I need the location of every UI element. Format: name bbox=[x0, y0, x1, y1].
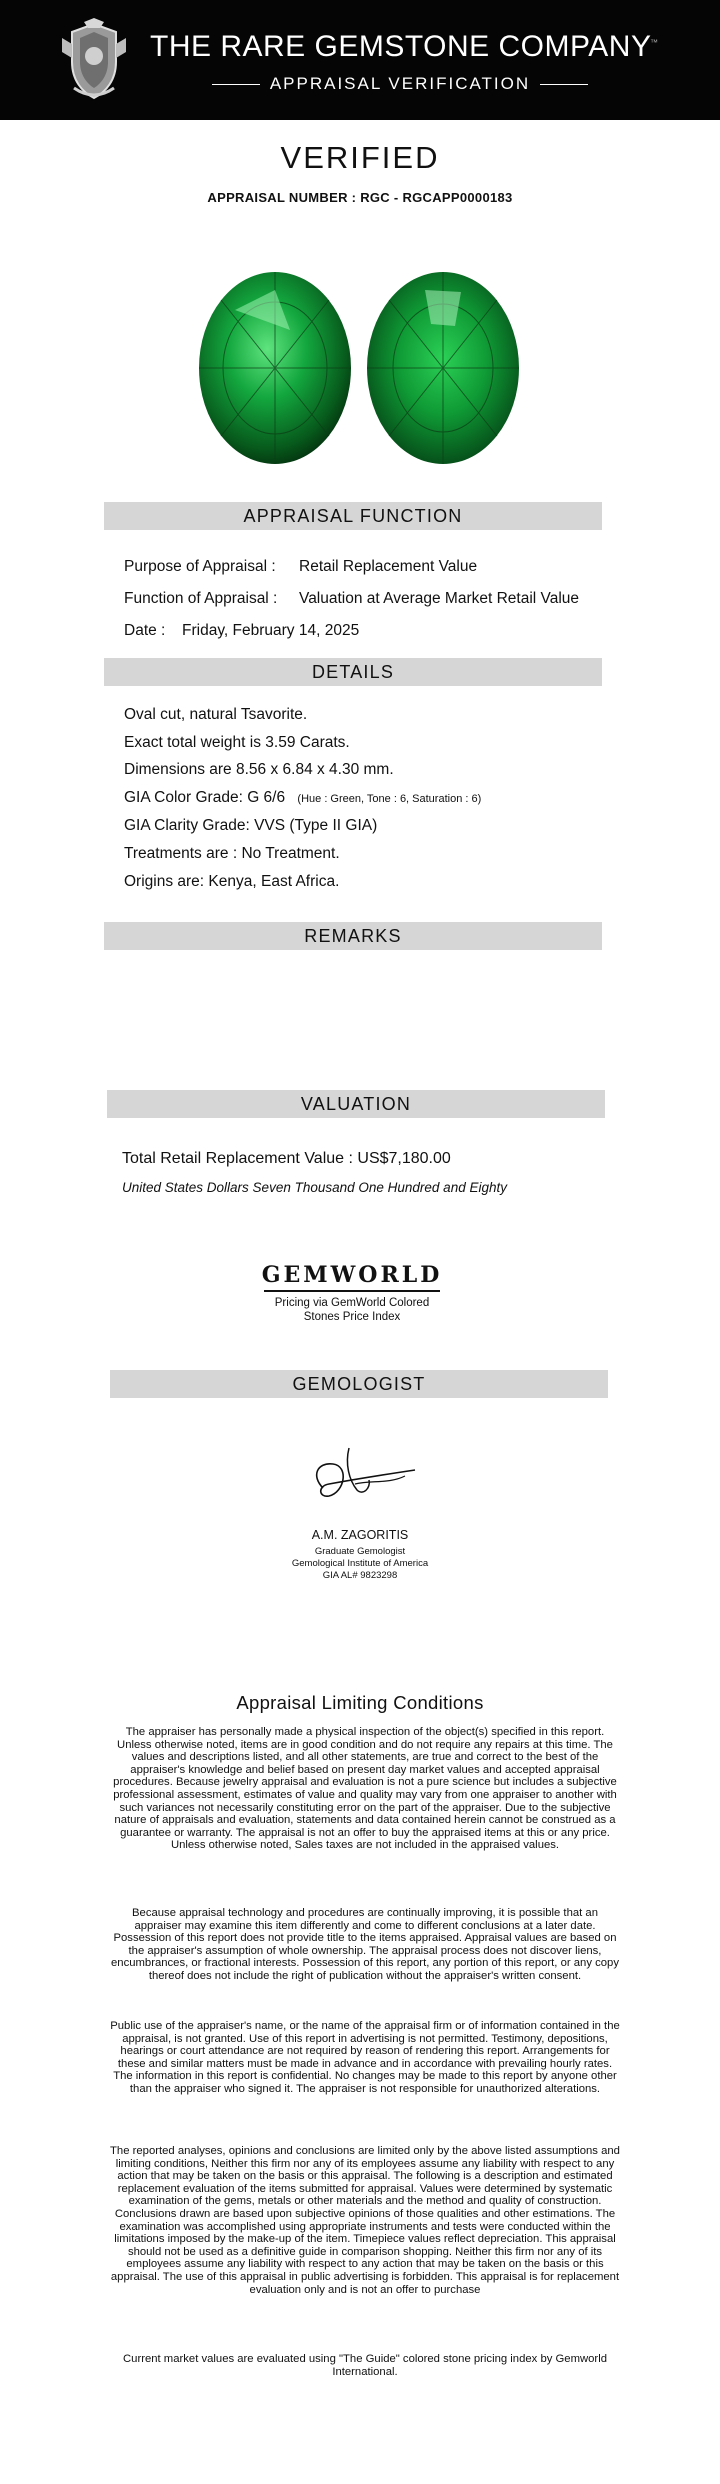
function-value: Valuation at Average Market Retail Value bbox=[299, 590, 580, 607]
header-banner bbox=[0, 0, 720, 120]
gemworld-logo-block bbox=[258, 1262, 446, 1324]
function-row bbox=[124, 590, 579, 608]
section-bar-gemologist: GEMOLOGIST bbox=[110, 1370, 608, 1398]
date-row bbox=[124, 622, 359, 640]
gemworld-rule bbox=[264, 1290, 440, 1292]
trademark-symbol: ™ bbox=[650, 38, 658, 47]
company-crest-logo bbox=[54, 18, 134, 102]
gemologist-credential-1: Graduate Gemologist bbox=[314, 1546, 406, 1557]
detail-origins: Origins are: Kenya, East Africa. bbox=[124, 873, 340, 890]
limiting-conditions-paragraph-5: Current market values are evaluated using "The Guide" colored stone pricing index by Gemworld International. bbox=[123, 2353, 607, 2378]
subtitle-right-rule bbox=[540, 84, 588, 85]
detail-color-grade: GIA Color Grade: G 6/6 bbox=[124, 789, 286, 806]
detail-treatments: Treatments are : No Treatment. bbox=[124, 845, 340, 862]
gemstone-photo bbox=[125, 270, 555, 470]
gemologist-credential-2: Gemological Institute of America bbox=[291, 1558, 429, 1569]
limiting-conditions-paragraph-4: The reported analyses, opinions and conclusions are limited only by the above listed assumptions and limiting conditions, Neither this firm nor any of its employees assume any liability with respect to any action that may be taken on the basis or this appraisal. The following is a description and estimated replacement evaluation of the items submitted for appraisal. Values were determined by systematic examination of the gems, metals or other materials and the method and quality of construction. Conclusions drawn are based upon subjective opinions of those qualities and other estimations. The examination was accomplished using appropriate instruments and tests were conducted within the limitations imposed by the make-up of the item. Timepiece values reflect depreciation. This appraisal should not be used as a definitive guide in comparison shopping. Neither this firm nor any of its employees assume any liability with respect to any action that may be taken on the basis or this appraisal. The use of this appraisal in public advertising is forbidden. This appraisal is for replacement evaluation only and is not an offer to purchase bbox=[110, 2145, 620, 2296]
gemologist-name: A.M. ZAGORITIS bbox=[311, 1528, 409, 1542]
gemologist-credential-3: GIA AL# 9823298 bbox=[322, 1570, 398, 1581]
limiting-conditions-paragraph-1: The appraiser has personally made a physical inspection of the object(s) specified in this report. Unless otherwise noted, items are in good condition and do not require any repairs at this time. The values and descriptions listed, and all other statements, are true and correct to the best of the appraiser's knowledge and belief based on present day market values and accepted appraisal procedures. Because jewelry appraisal and evaluation is not a pure science but includes a subjective professional assessment, estimates of value and quality may vary from one appraiser to another with such variances not necessarily constituting error on the part of the appraiser. Due to the subjective nature of appraisals and evaluation, statements and data contained herein cannot be construed as a guarantee or warranty. The appraisal is not an offer to buy the appraised items at this or any price. Unless otherwise noted, Sales taxes are not included in the appraised values. bbox=[113, 1726, 617, 1852]
limiting-conditions-title: Appraisal Limiting Conditions bbox=[236, 1692, 484, 1713]
appraisal-number: APPRAISAL NUMBER : RGC - RGCAPP0000183 bbox=[207, 190, 513, 205]
detail-clarity: GIA Clarity Grade: VVS (Type II GIA) bbox=[124, 817, 378, 834]
section-bar-valuation: VALUATION bbox=[107, 1090, 605, 1118]
valuation-in-words: United States Dollars Seven Thousand One Hundred and Eighty bbox=[122, 1180, 507, 1195]
detail-dimensions: Dimensions are 8.56 x 6.84 x 4.30 mm. bbox=[124, 761, 394, 778]
section-bar-appraisal-function: APPRAISAL FUNCTION bbox=[104, 502, 602, 530]
detail-color-row bbox=[124, 789, 481, 807]
purpose-row bbox=[124, 558, 477, 576]
detail-color-note: (Hue : Green, Tone : 6, Saturation : 6) bbox=[297, 793, 482, 805]
detail-cut: Oval cut, natural Tsavorite. bbox=[124, 706, 308, 723]
detail-weight: Exact total weight is 3.59 Carats. bbox=[124, 734, 350, 751]
section-bar-remarks: REMARKS bbox=[104, 922, 602, 950]
verified-heading: VERIFIED bbox=[280, 140, 440, 175]
gemworld-caption-2: Stones Price Index bbox=[303, 1311, 401, 1323]
gemologist-signature bbox=[305, 1440, 425, 1516]
gemworld-logo-text: GEMWORLD bbox=[261, 1262, 443, 1288]
appraisal-verification-subtitle bbox=[150, 74, 650, 94]
date-label: Date : bbox=[124, 622, 166, 639]
subtitle-text: APPRAISAL VERIFICATION bbox=[269, 74, 531, 93]
limiting-conditions-paragraph-2: Because appraisal technology and procedures are continually improving, it is possible that an appraiser may examine this item differently and come to different conclusions at a later date. Possession of this report does not provide title to the items appraised. Appraisal values are based on the appraiser's assumption of whole ownership. The appraisal process does not discover liens, encumbrances, or fractional interests. Possession of this report, any portion of this report, or any copy thereof does not include the right of publication without the appraiser's written consent. bbox=[111, 1907, 619, 1982]
limiting-conditions-paragraph-3: Public use of the appraiser's name, or the name of the appraisal firm or of information contained in the appraisal, is not granted. Use of this report in advertising is not permitted. Testimony, depositions, hearings or court attendance are not required by reason of rendering this report. Arrangements for these and similar matters must be made in advance and in accordance with prevailing hourly rates. The information in this report is confidential. No changes may be made to this report by anyone other than the appraiser who signed it. The appraiser is not responsible for unauthorized alterations. bbox=[110, 2020, 620, 2095]
section-bar-details: DETAILS bbox=[104, 658, 602, 686]
valuation-total: Total Retail Replacement Value : US$7,180.00 bbox=[122, 1150, 451, 1167]
purpose-value: Retail Replacement Value bbox=[299, 558, 478, 575]
function-label: Function of Appraisal : bbox=[124, 590, 278, 607]
gemworld-caption-1: Pricing via GemWorld Colored bbox=[274, 1297, 430, 1309]
company-name: THE RARE GEMSTONE COMPANY bbox=[150, 30, 652, 63]
subtitle-left-rule bbox=[212, 84, 260, 85]
date-value: Friday, February 14, 2025 bbox=[182, 622, 360, 639]
purpose-label: Purpose of Appraisal : bbox=[124, 558, 276, 575]
